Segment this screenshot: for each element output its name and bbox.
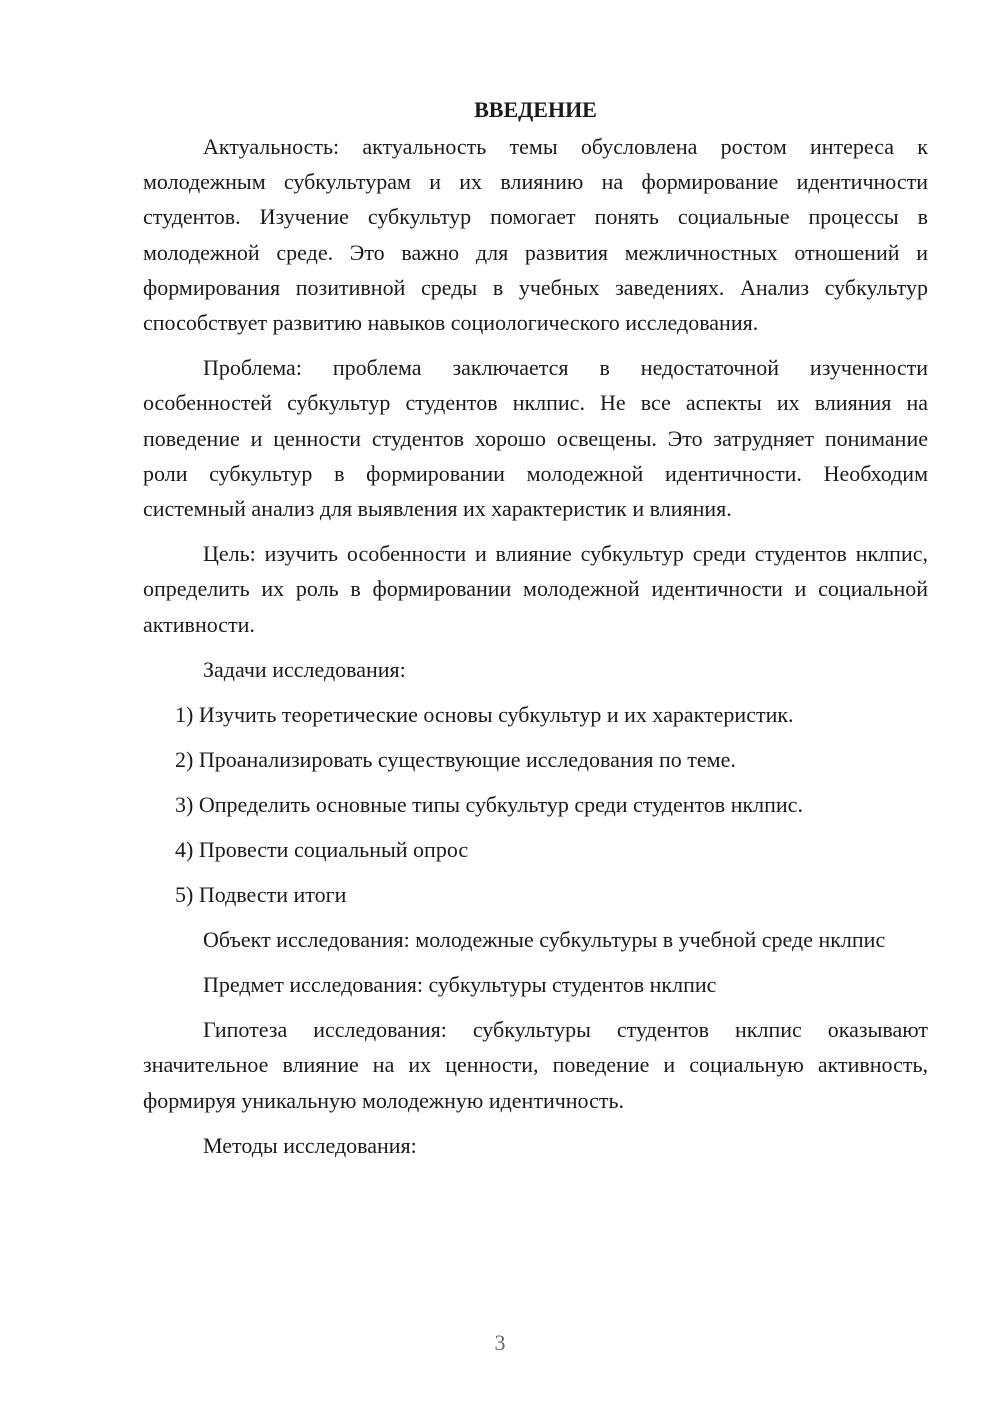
object-paragraph: Объект исследования: молодежные субкультуры в учебной среде нклпис bbox=[203, 926, 886, 952]
relevance-paragraph: Актуальность: актуальность темы обусловлена ростом интереса к молодежным субкультурам и их влиянию на формирование идентичности студентов. Изучение субкультур помогает понять социальные процессы в молодежной среде. Это важно для развития межличностных отношений и формирования позитивной среды в учебных заведениях. Анализ субкультур способствует развитию навыков социологического исследования. bbox=[143, 134, 928, 336]
page-number: 3 bbox=[494, 1330, 506, 1355]
list-item: 3) Определить основные типы субкультур среди студентов нклпис. bbox=[175, 791, 803, 817]
hypothesis-paragraph: Гипотеза исследования: субкультуры студентов нклпис оказывают значительное влияние на их ценности, поведение и социальную активность, формируя уникальную молодежную идентичность. bbox=[143, 1017, 928, 1113]
tasks-list bbox=[143, 697, 928, 912]
document-page bbox=[143, 92, 928, 1173]
subject-paragraph: Предмет исследования: субкультуры студентов нклпис bbox=[203, 972, 717, 998]
goal-paragraph: Цель: изучить особенности и влияние субкультур среди студентов нклпис, определить их роль в формировании молодежной идентичности и социальной активности. bbox=[143, 541, 928, 637]
tasks-heading: Задачи исследования: bbox=[203, 656, 406, 682]
page-title: ВВЕДЕНИЕ bbox=[474, 97, 597, 122]
methods-heading: Методы исследования: bbox=[203, 1132, 417, 1158]
list-item: 1) Изучить теоретические основы субкультур и их характеристик. bbox=[175, 701, 794, 727]
list-item: 5) Подвести итоги bbox=[175, 881, 347, 907]
list-item: 4) Провести социальный опрос bbox=[175, 836, 469, 862]
list-item: 2) Проанализировать существующие исследования по теме. bbox=[175, 746, 736, 772]
problem-paragraph: Проблема: проблема заключается в недостаточной изученности особенностей субкультур студентов нклпис. Не все аспекты их влияния на поведение и ценности студентов хорошо освещены. Это затрудняет понимание роли субкультур в формировании молодежной идентичности. Необходим системный анализ для выявления их характеристик и влияния. bbox=[143, 355, 928, 522]
